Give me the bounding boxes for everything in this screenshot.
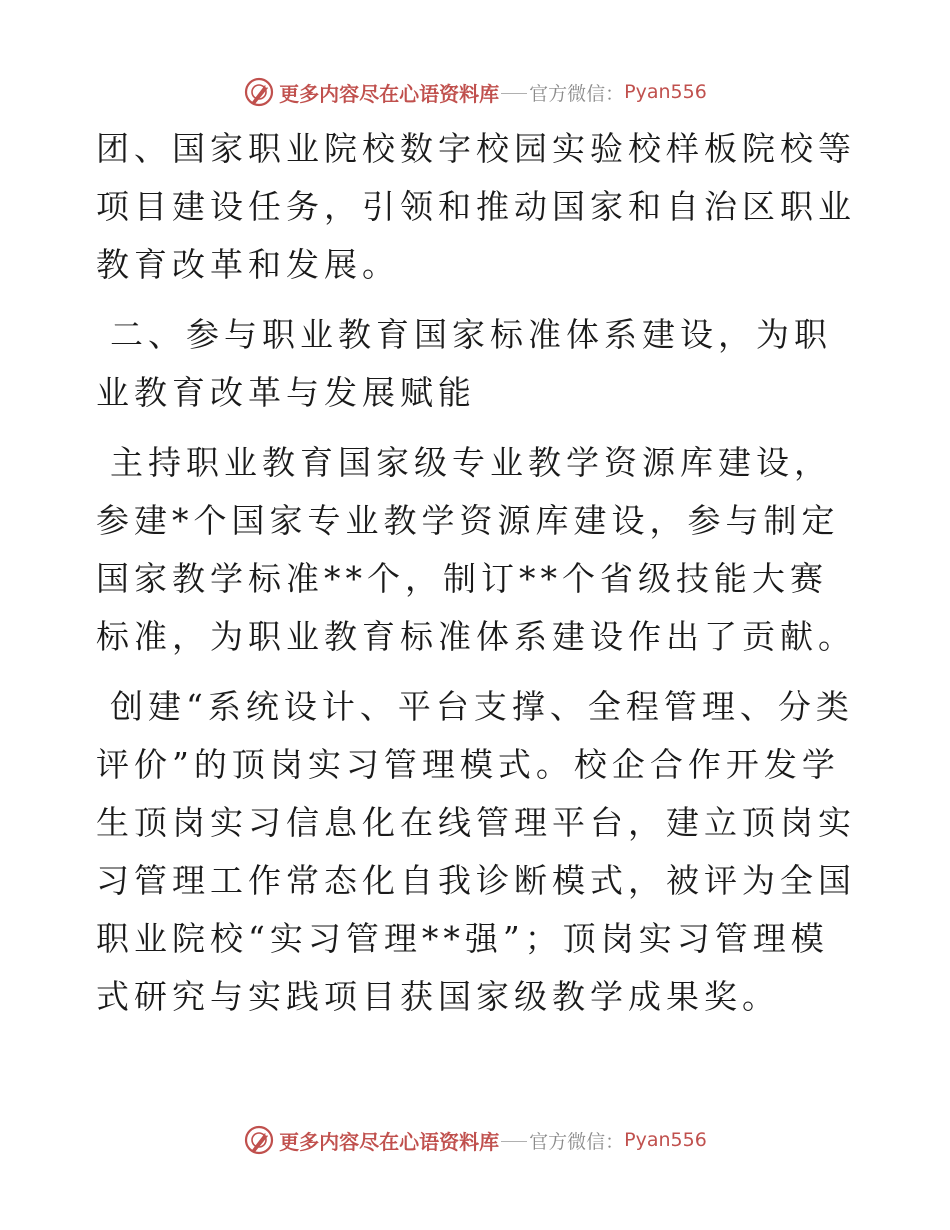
section-heading: 二、参与职业教育国家标准体系建设，为职业教育改革与发展赋能 xyxy=(96,315,832,412)
watermark-site-text: 更多内容尽在心语资料库 xyxy=(279,81,500,106)
watermark-dash xyxy=(501,1141,527,1142)
body-paragraph-3: 创建“系统设计、平台支撑、全程管理、分类评价”的顶岗实习管理模式。校企合作开发学生顶岗实习信息化在线管理平台，建立顶岗实习管理工作常态化自我诊断模式，被评为全国职业院校“实习管理**强”；顶岗实习管理模式研究与实践项目获国家级教学成果奖。 xyxy=(96,687,856,1016)
watermark-handle: Pyan556 xyxy=(624,81,707,103)
watermark-official-text: 官方微信： xyxy=(529,82,625,105)
watermark-site-text: 更多内容尽在心语资料库 xyxy=(279,1129,500,1154)
body-paragraph-2: 主持职业教育国家级专业教学资源库建设，参建*个国家专业教学资源库建设，参与制定国家教学标准**个，制订**个省级技能大赛标准，为职业教育标准体系建设作出了贡献。 xyxy=(96,443,856,656)
body-paragraph-1: 团、国家职业院校数字校园实验校样板院校等项目建设任务，引领和推动国家和自治区职业教育改革和发展。 xyxy=(96,129,856,284)
watermark-official-text: 官方微信： xyxy=(529,1130,625,1153)
pen-nib-logo-icon xyxy=(243,1124,275,1156)
pen-nib-logo-icon xyxy=(243,76,275,108)
watermark-handle: Pyan556 xyxy=(624,1129,707,1151)
footer-watermark xyxy=(0,1120,950,1160)
document-body xyxy=(96,120,856,1026)
header-watermark xyxy=(0,72,950,112)
watermark-dash xyxy=(501,93,527,94)
